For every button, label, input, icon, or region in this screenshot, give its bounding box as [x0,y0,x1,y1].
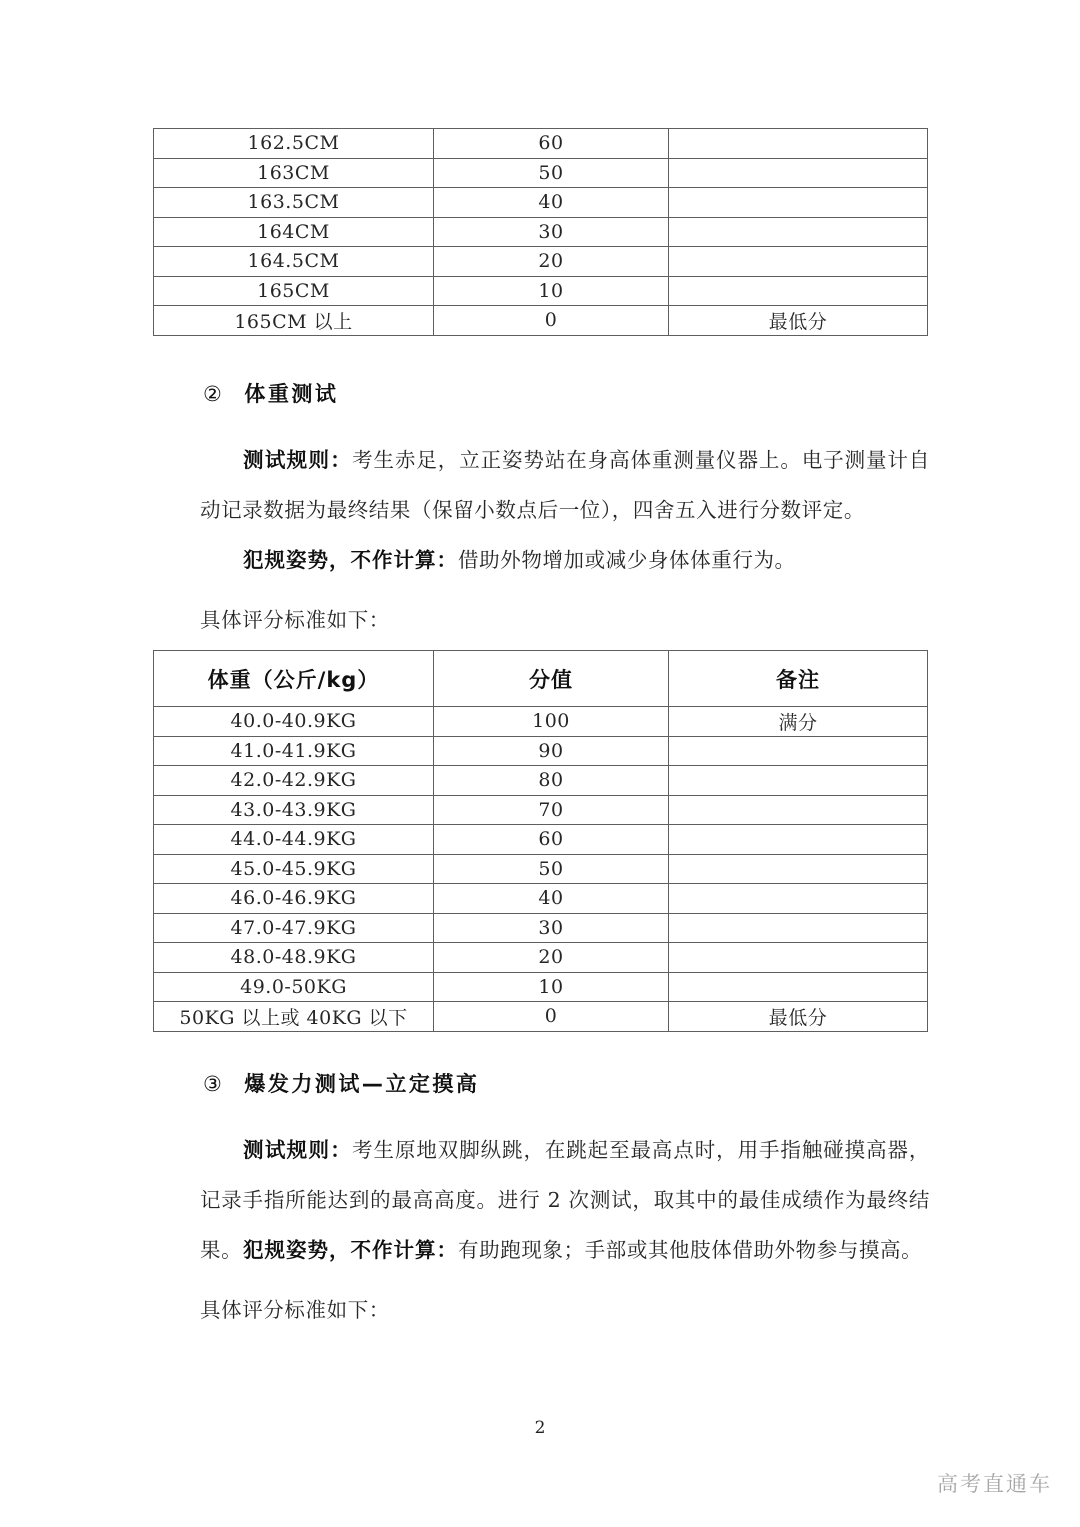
weight-score-cell: 90 [434,736,669,766]
height-score-cell: 10 [434,276,669,306]
foul-label: 犯规姿势，不作计算： [243,1238,459,1262]
table-row [154,854,928,884]
height-range-cell: 165CM 以上 [154,306,434,336]
height-score-cell: 40 [434,188,669,218]
weight-range-cell: 41.0-41.9KG [154,736,434,766]
weight-note-cell [669,884,928,914]
weight-score-table [153,650,928,1032]
foul-label: 犯规姿势，不作计算： [243,548,459,572]
weight-note-cell [669,736,928,766]
watermark: 高考直通车 [937,1472,1052,1496]
section-title: 爆发力测试—立定摸高 [244,1072,480,1096]
weight-note-cell: 满分 [669,707,928,737]
weight-note-cell [669,795,928,825]
weight-note-cell [669,825,928,855]
table-row [154,217,928,247]
table-row [154,129,928,159]
height-range-cell: 162.5CM [154,129,434,159]
table-row [154,707,928,737]
weight-range-cell: 44.0-44.9KG [154,825,434,855]
table-row [154,972,928,1002]
height-score-cell: 50 [434,158,669,188]
weight-standard-intro: 具体评分标准如下： [200,608,390,632]
section-number: ③ [203,1072,225,1096]
table-row [154,766,928,796]
foul-text: 有助跑现象；手部或其他肢体借助外物参与摸高。 [458,1238,923,1262]
table-row [154,825,928,855]
table-row [154,943,928,973]
page-number: 2 [534,1418,546,1438]
weight-table-head [154,651,928,707]
height-range-cell: 164CM [154,217,434,247]
weight-score-cell: 0 [434,1002,669,1032]
height-score-table [153,128,928,336]
weight-score-cell: 40 [434,884,669,914]
explosive-test-foul-paragraph [200,1225,930,1275]
table-row [154,1002,928,1032]
height-range-cell: 164.5CM [154,247,434,277]
weight-range-cell: 49.0-50KG [154,972,434,1002]
weight-range-cell: 45.0-45.9KG [154,854,434,884]
section-heading-weight-test [203,378,338,408]
table-row [154,736,928,766]
height-range-cell: 163.5CM [154,188,434,218]
table-row [154,913,928,943]
height-note-cell [669,217,928,247]
height-score-cell: 20 [434,247,669,277]
height-range-cell: 163CM [154,158,434,188]
table-row [154,884,928,914]
table-row [154,795,928,825]
foul-text: 借助外物增加或减少身体体重行为。 [458,548,796,572]
table-row [154,188,928,218]
explosive-standard-intro: 具体评分标准如下： [200,1298,390,1322]
column-header-weight: 体重（公斤/kg） [154,651,434,707]
weight-note-cell [669,913,928,943]
height-note-cell [669,188,928,218]
weight-note-cell [669,943,928,973]
weight-score-cell: 80 [434,766,669,796]
weight-score-cell: 10 [434,972,669,1002]
section-number: ② [203,382,225,406]
weight-score-cell: 70 [434,795,669,825]
weight-score-cell: 30 [434,913,669,943]
height-note-cell [669,129,928,159]
weight-score-cell: 60 [434,825,669,855]
height-score-cell: 60 [434,129,669,159]
table-header-row [154,651,928,707]
weight-note-cell: 最低分 [669,1002,928,1032]
rule-label: 测试规则： [243,1138,353,1162]
height-score-cell: 30 [434,217,669,247]
weight-range-cell: 46.0-46.9KG [154,884,434,914]
rule-label: 测试规则： [243,448,353,472]
table-row [154,306,928,336]
weight-range-cell: 47.0-47.9KG [154,913,434,943]
weight-range-cell: 42.0-42.9KG [154,766,434,796]
height-range-cell: 165CM [154,276,434,306]
table-row [154,276,928,306]
table-row [154,247,928,277]
weight-range-cell: 50KG 以上或 40KG 以下 [154,1002,434,1032]
height-note-cell: 最低分 [669,306,928,336]
height-score-cell: 0 [434,306,669,336]
height-table-body [154,129,928,336]
weight-note-cell [669,854,928,884]
column-header-note: 备注 [669,651,928,707]
weight-range-cell: 43.0-43.9KG [154,795,434,825]
table-row [154,158,928,188]
weight-range-cell: 40.0-40.9KG [154,707,434,737]
height-note-cell [669,158,928,188]
weight-score-cell: 50 [434,854,669,884]
weight-score-cell: 20 [434,943,669,973]
column-header-score: 分值 [434,651,669,707]
weight-test-foul-paragraph [200,535,930,585]
rule-text: 考生原地双脚纵跳，在跳起至最高点时，用手指触碰摸高器，记录手指所能达到的最高高度。进行 2 次测试，取其中的最佳成绩作为最终结果。 [200,1138,931,1262]
height-note-cell [669,276,928,306]
weight-score-cell: 100 [434,707,669,737]
weight-table-body [154,707,928,1032]
weight-test-rule-paragraph [200,435,930,535]
section-title: 体重测试 [244,382,339,406]
weight-note-cell [669,972,928,1002]
weight-range-cell: 48.0-48.9KG [154,943,434,973]
rule-text: 考生赤足，立正姿势站在身高体重测量仪器上。电子测量计自动记录数据为最终结果（保留小数点后一位），四舍五入进行分数评定。 [200,448,931,522]
height-note-cell [669,247,928,277]
weight-note-cell [669,766,928,796]
section-heading-explosive-power-test [203,1068,479,1098]
